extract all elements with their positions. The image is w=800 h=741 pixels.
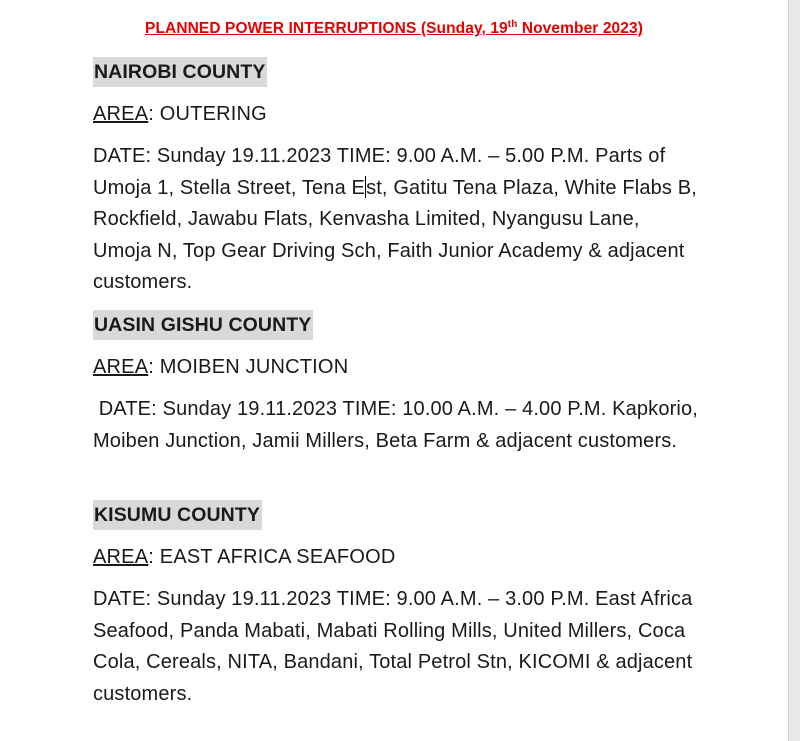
section-uasin-gishu — [93, 310, 713, 340]
window-scrollbar-gutter[interactable] — [788, 0, 800, 741]
area-value: : EAST AFRICA SEAFOOD — [148, 546, 396, 568]
details-nairobi — [93, 141, 713, 299]
area-label: AREA — [93, 546, 149, 568]
details-uasin-gishu — [93, 394, 713, 457]
details-text-part2: st, Gatitu Tena Plaza, White Flabs B, Rockfield, Jawabu Flats, Kenvasha Limited, Nyangusu Lane, Umoja N, Top Gear Driving Sch, Faith Junior Academy & adjacent customers. — [93, 176, 697, 293]
county-heading: KISUMU COUNTY — [93, 500, 262, 530]
county-heading: NAIROBI COUNTY — [93, 57, 267, 87]
section-kisumu — [93, 500, 713, 530]
area-label: AREA — [93, 103, 149, 125]
area-uasin-gishu — [93, 354, 713, 380]
area-value: : OUTERING — [148, 103, 267, 125]
area-kisumu — [93, 544, 713, 570]
area-label: AREA — [93, 356, 149, 378]
details-text: DATE: Sunday 19.11.2023 TIME: 9.00 A.M. – 3.00 P.M. East Africa Seafood, Panda Mabati, Mabati Rolling Mills, United Millers, Coca Cola, Cereals, NITA, Bandani, Total Petrol Stn, KICOMI & adjacent customers. — [93, 588, 693, 705]
details-text-part1: DATE: Sunday 19.11.2023 TIME: 9.00 A.M. – 5.00 P.M. Parts of Umoja 1, Stella Street, Tena E — [93, 145, 666, 199]
title-superscript: th — [507, 18, 518, 30]
section-nairobi — [93, 57, 713, 87]
details-kisumu — [93, 584, 713, 710]
county-heading: UASIN GISHU COUNTY — [93, 310, 313, 340]
area-value: : MOIBEN JUNCTION — [148, 356, 349, 378]
details-text: DATE: Sunday 19.11.2023 TIME: 10.00 A.M. – 4.00 P.M. Kapkorio, Moiben Junction, Jamii Millers, Beta Farm & adjacent customers. — [93, 398, 704, 452]
area-nairobi — [93, 101, 713, 127]
document-title: PLANNED POWER INTERRUPTIONS (Sunday, 19th November 2023) — [145, 18, 643, 37]
